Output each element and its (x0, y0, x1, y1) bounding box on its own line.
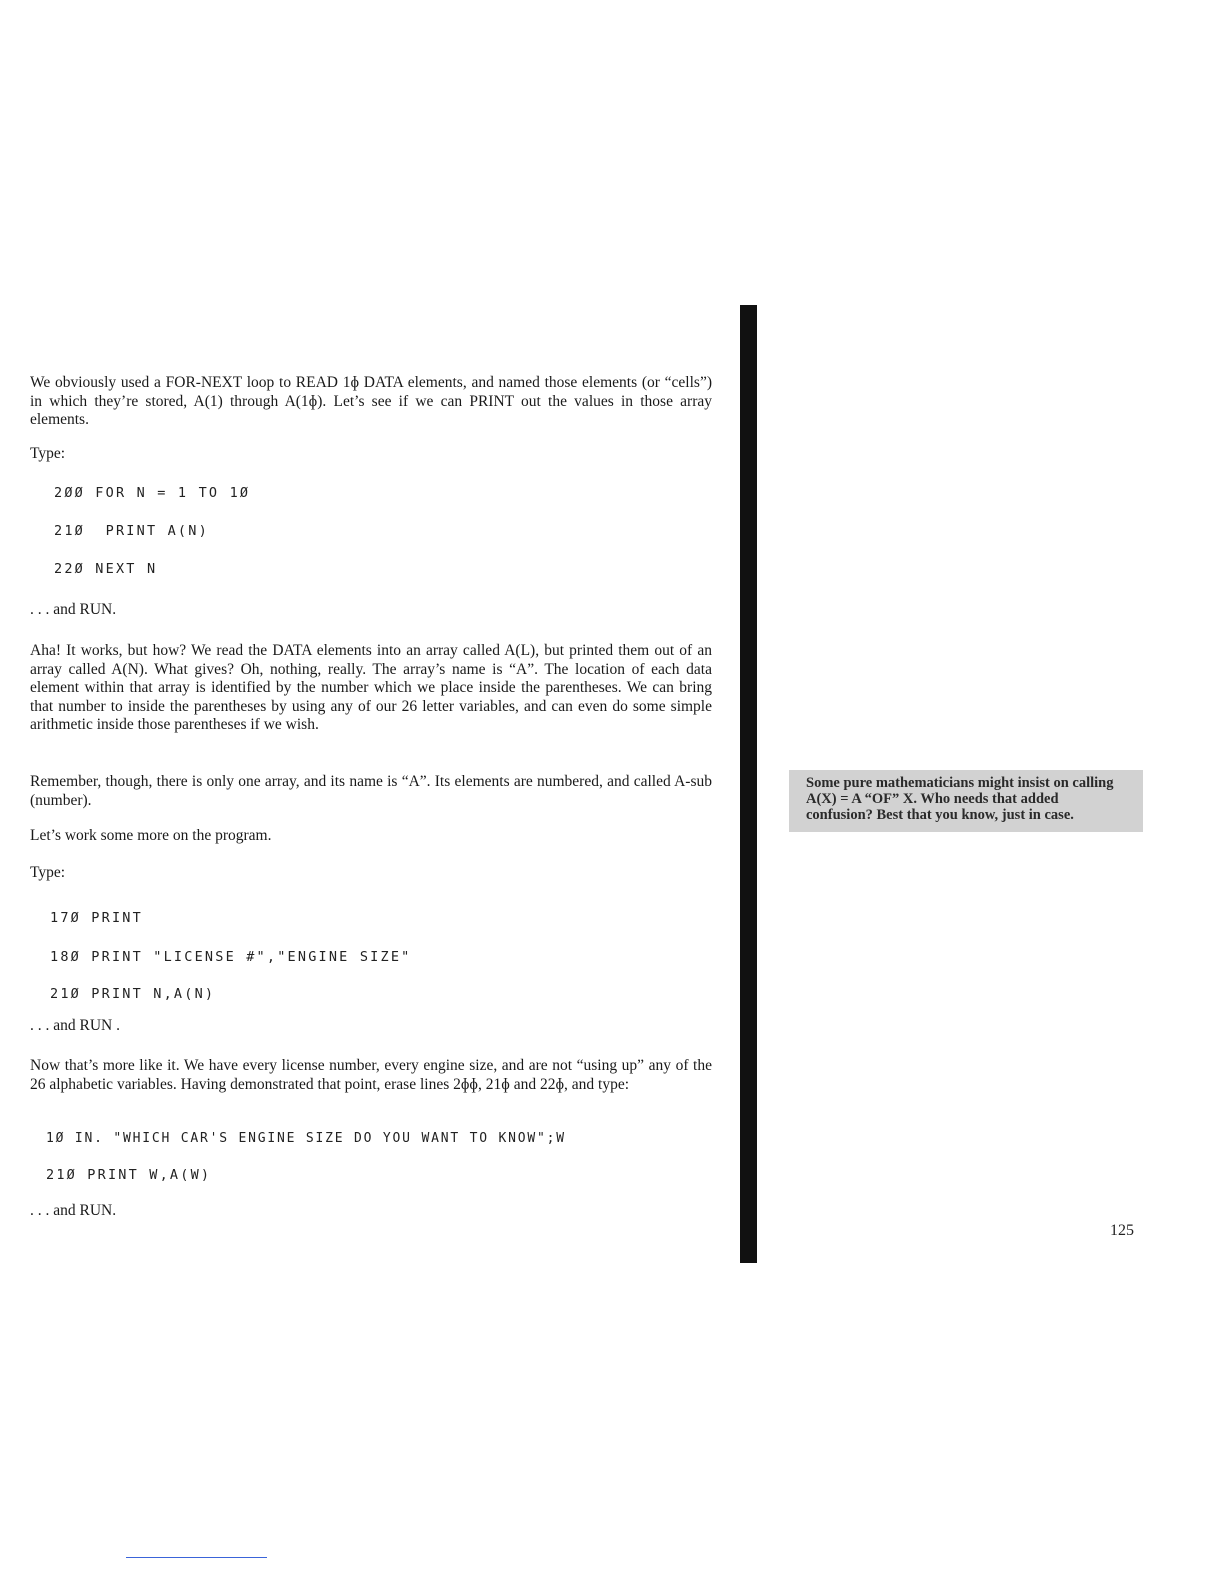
remember-paragraph: Remember, though, there is only one array, and its name is “A”. Its elements are numbered, and called A-sub (number). (30, 773, 712, 809)
type-label: Type: (30, 445, 66, 462)
type-label: Type: (30, 864, 66, 881)
summary-paragraph: Now that’s more like it. We have every license number, every engine size, and are not “using up” any of the 26 alphabetic variables. Having demonstrated that point, erase lines 2ɸɸ, 21ɸ and 22ɸ, and type: (30, 1057, 712, 1093)
page-number: 125 (1110, 1222, 1134, 1239)
and-run-text: . . . and RUN. (30, 1202, 117, 1219)
code-line: 18Ø PRINT "LICENSE #","ENGINE SIZE" (50, 949, 412, 965)
intro-paragraph: We obviously used a FOR-NEXT loop to READ 1ɸ DATA elements, and named those elements (or “cells”) in which they’re stored, A(1) through A(1ɸ). Let’s see if we can PRINT out the values in those array elements. (30, 374, 712, 428)
code-line: 21Ø PRINT A(N) (54, 523, 209, 539)
code-line: 22Ø NEXT N (54, 561, 158, 577)
margin-rule-bar (740, 305, 757, 1263)
footer-rule (126, 1557, 267, 1558)
explanation-paragraph: Aha! It works, but how? We read the DATA elements into an array called A(L), but printed them out of an array called A(N). What gives? Oh, nothing, really. The array’s name is “A”. The location of each data element within that array is identified by the number which we place inside the parentheses. We can bring that number to inside the parentheses by using any of our 26 letter variables, and can even do some simple arithmetic inside those parentheses if we wish. (30, 642, 712, 733)
code-line: 2ØØ FOR N = 1 TO 1Ø (54, 485, 251, 501)
code-line: 21Ø PRINT N,A(N) (50, 986, 216, 1002)
code-line: 17Ø PRINT (50, 910, 143, 926)
code-line: 21Ø PRINT W,A(W) (46, 1167, 212, 1183)
and-run-text: . . . and RUN . (30, 1017, 120, 1034)
and-run-text: . . . and RUN. (30, 601, 117, 618)
side-note: Some pure mathematicians might insist on calling A(X) = A “OF” X. Who needs that added confusion? Best that you know, just in case. (789, 770, 1143, 832)
code-line: 1Ø IN. "WHICH CAR'S ENGINE SIZE DO YOU WANT TO KNOW";W (46, 1131, 566, 1146)
work-more-text: Let’s work some more on the program. (30, 827, 272, 844)
